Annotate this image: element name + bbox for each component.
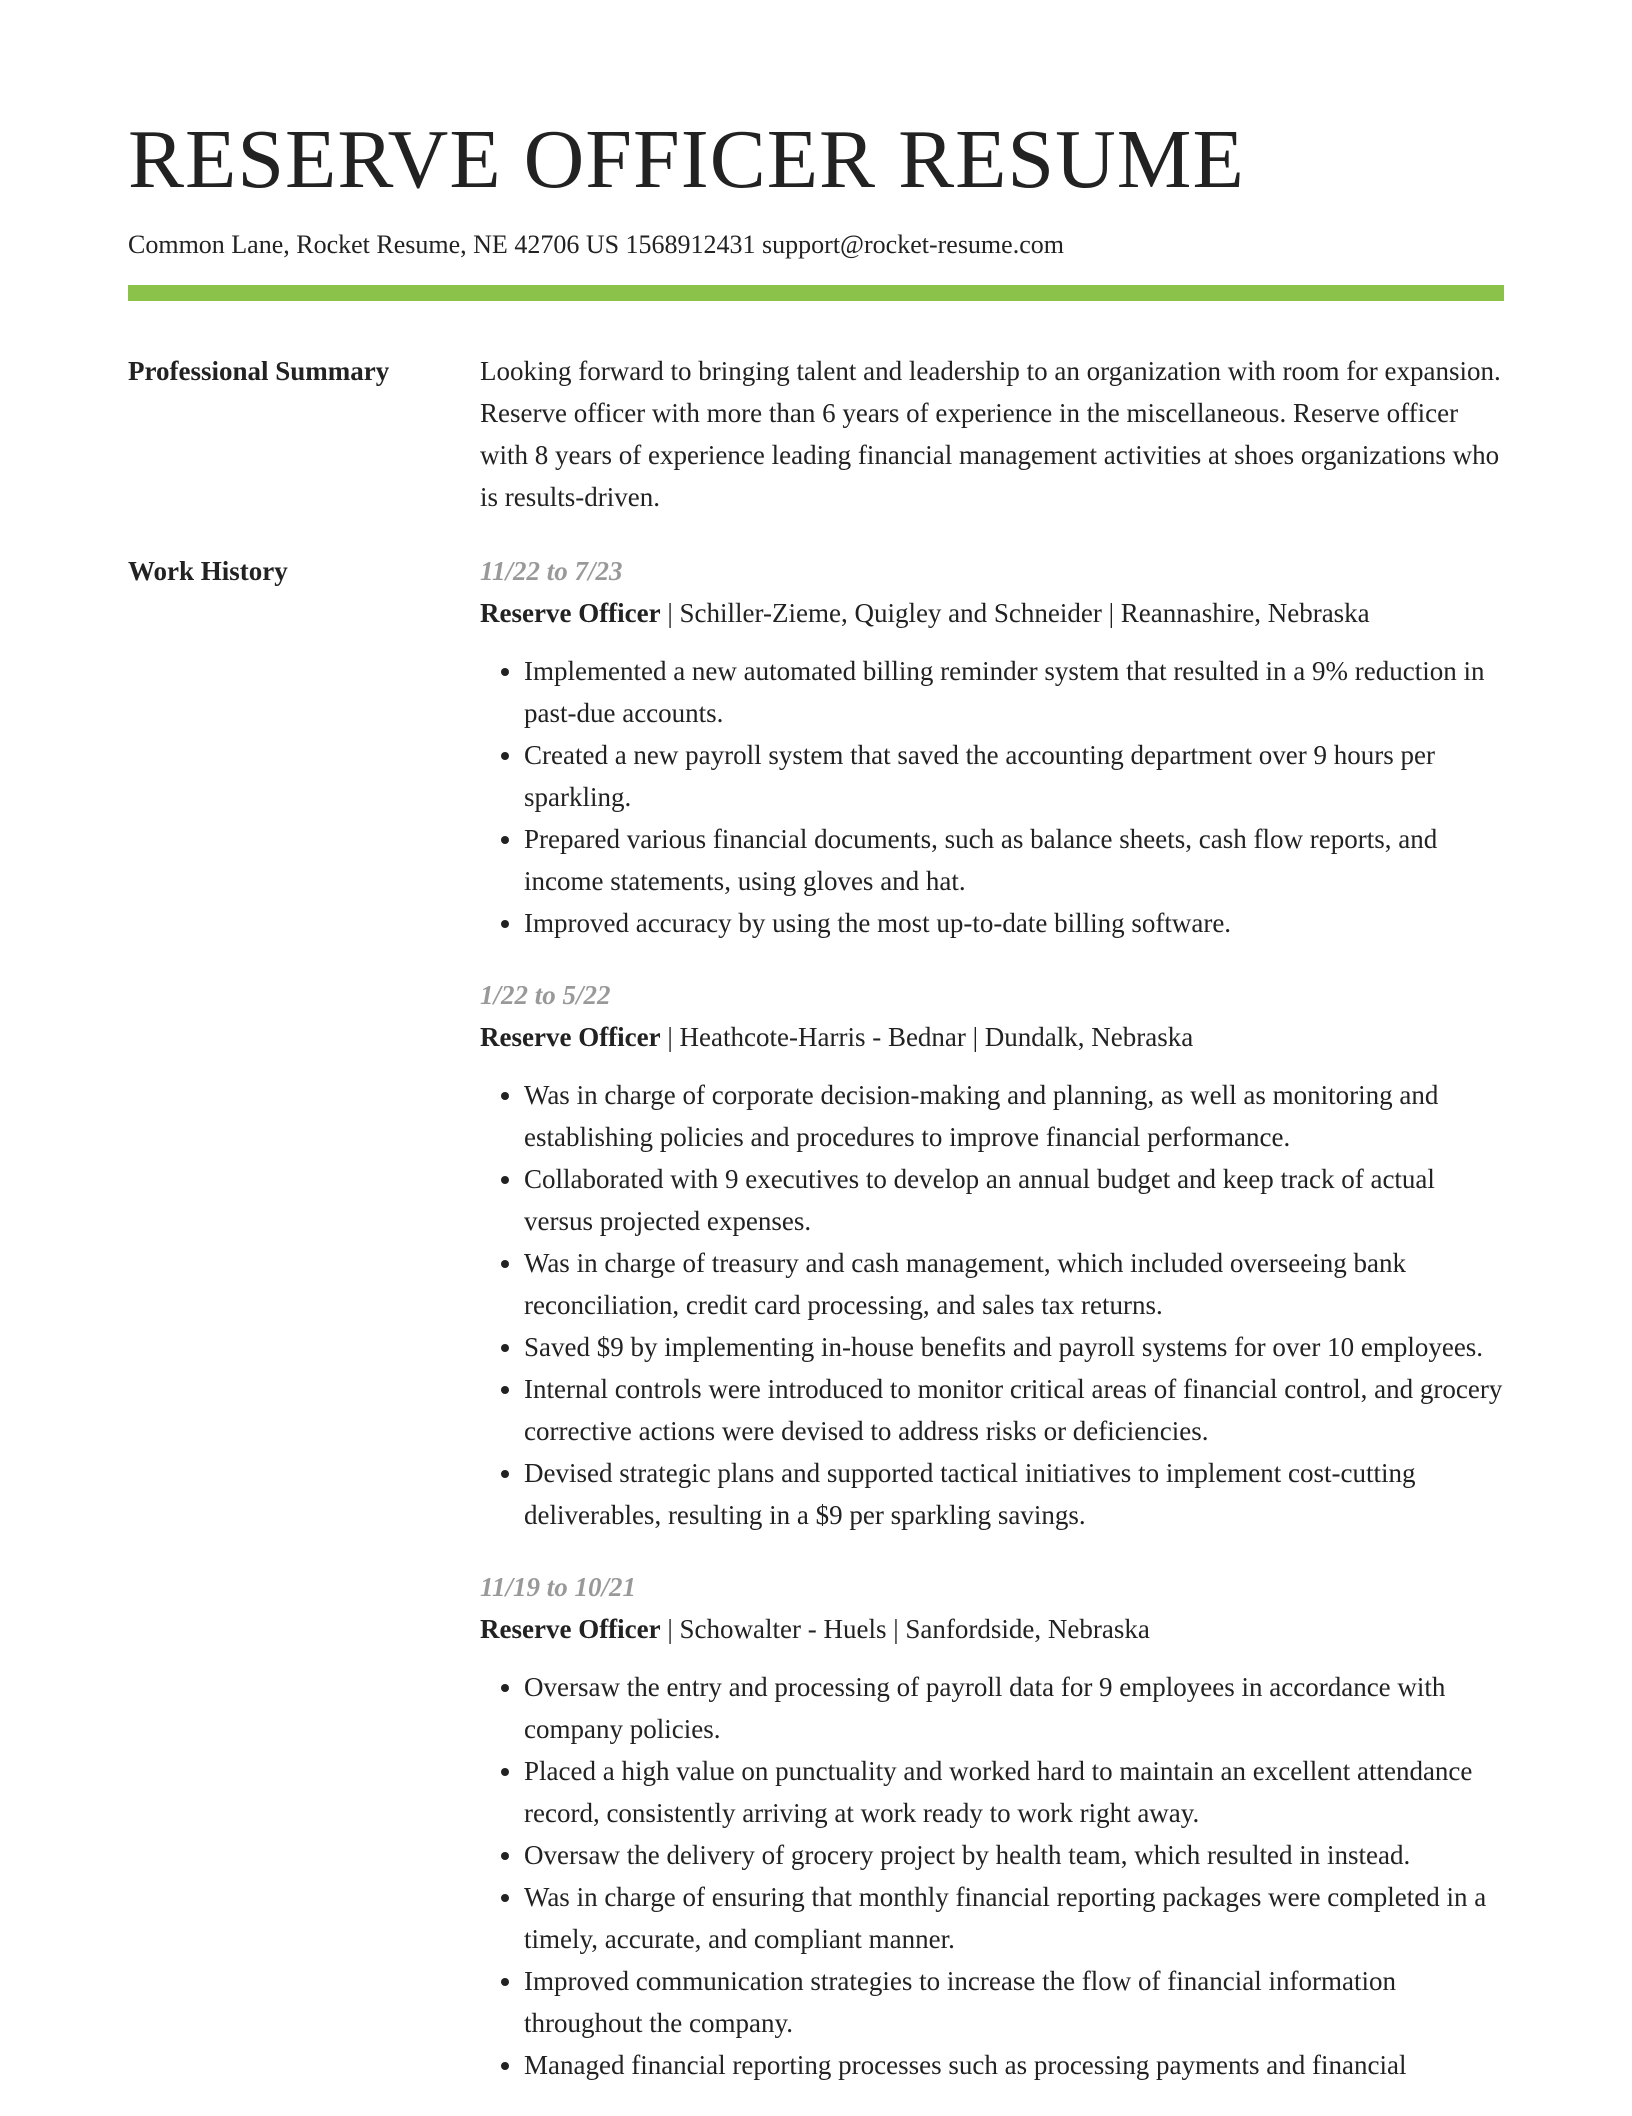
job-bullet: • Saved $9 by implementing in-house benefits and payroll systems for over 10 employees. [524, 1326, 1504, 1368]
job-bullets [480, 1666, 1504, 2086]
job-bullet: • Improved accuracy by using the most up-to-date billing software. [524, 902, 1504, 944]
job-bullet: • Created a new payroll system that saved the accounting department over 9 hours per sparkling. [524, 734, 1504, 818]
job-bullet: • Devised strategic plans and supported tactical initiatives to implement cost-cutting deliverables, resulting in a $9 per sparkling savings. [524, 1452, 1504, 1536]
job-title: Reserve Officer [480, 1022, 661, 1052]
job-entry [480, 1566, 1504, 2086]
job-details: | Schiller-Zieme, Quigley and Schneider | Reannashire, Nebraska [660, 598, 1370, 628]
professional-summary-label: Professional Summary [128, 356, 390, 386]
job-date: 1/22 to 5/22 [480, 980, 611, 1010]
job-bullet: • Internal controls were introduced to monitor critical areas of financial control, and grocery corrective actions were devised to address risks or deficiencies. [524, 1368, 1504, 1452]
resume-title: RESERVE OFFICER RESUME [128, 113, 1245, 206]
contact-line: Common Lane, Rocket Resume, NE 42706 US 1568912431 support@rocket-resume.com [128, 230, 1064, 259]
job-bullets [480, 1074, 1504, 1536]
work-history-jobs [480, 550, 1504, 2116]
work-history-label: Work History [128, 556, 288, 586]
job-entry [480, 974, 1504, 1536]
job-heading [480, 592, 1504, 634]
job-bullet: • Improved communication strategies to increase the flow of financial information throughout the company. [524, 1960, 1504, 2044]
job-details: | Schowalter - Huels | Sanfordside, Nebraska [660, 1614, 1150, 1644]
job-bullet: • Oversaw the delivery of grocery project by health team, which resulted in instead. [524, 1834, 1504, 1876]
job-title: Reserve Officer [480, 1614, 661, 1644]
job-bullet: • Oversaw the entry and processing of payroll data for 9 employees in accordance with company policies. [524, 1666, 1504, 1750]
job-bullet: • Placed a high value on punctuality and worked hard to maintain an excellent attendance record, consistently arriving at work ready to work right away. [524, 1750, 1504, 1834]
header-divider [128, 285, 1504, 301]
professional-summary-text: Looking forward to bringing talent and leadership to an organization with room for expansion. Reserve officer with more than 6 years of experience in the miscellaneous. Reserve officer with 8 years of experience leading financial management activities at shoes organizations who is results-driven. [480, 356, 1501, 512]
job-date: 11/22 to 7/23 [480, 556, 623, 586]
job-heading [480, 1608, 1504, 1650]
job-bullet: • Was in charge of ensuring that monthly financial reporting packages were completed in a timely, accurate, and compliant manner. [524, 1876, 1504, 1960]
job-date: 11/19 to 10/21 [480, 1572, 637, 1602]
job-bullet: • Was in charge of corporate decision-making and planning, as well as monitoring and establishing policies and procedures to improve financial performance. [524, 1074, 1504, 1158]
job-bullets [480, 650, 1504, 944]
job-bullet: • Prepared various financial documents, such as balance sheets, cash flow reports, and income statements, using gloves and hat. [524, 818, 1504, 902]
job-bullet: • Was in charge of treasury and cash management, which included overseeing bank reconciliation, credit card processing, and sales tax returns. [524, 1242, 1504, 1326]
job-bullet: • Implemented a new automated billing reminder system that resulted in a 9% reduction in past-due accounts. [524, 650, 1504, 734]
job-details: | Heathcote-Harris - Bednar | Dundalk, Nebraska [660, 1022, 1194, 1052]
job-entry [480, 550, 1504, 944]
job-title: Reserve Officer [480, 598, 661, 628]
job-bullet: • Managed financial reporting processes such as processing payments and financial [524, 2044, 1504, 2086]
job-bullet: • Collaborated with 9 executives to develop an annual budget and keep track of actual versus projected expenses. [524, 1158, 1504, 1242]
job-heading [480, 1016, 1504, 1058]
